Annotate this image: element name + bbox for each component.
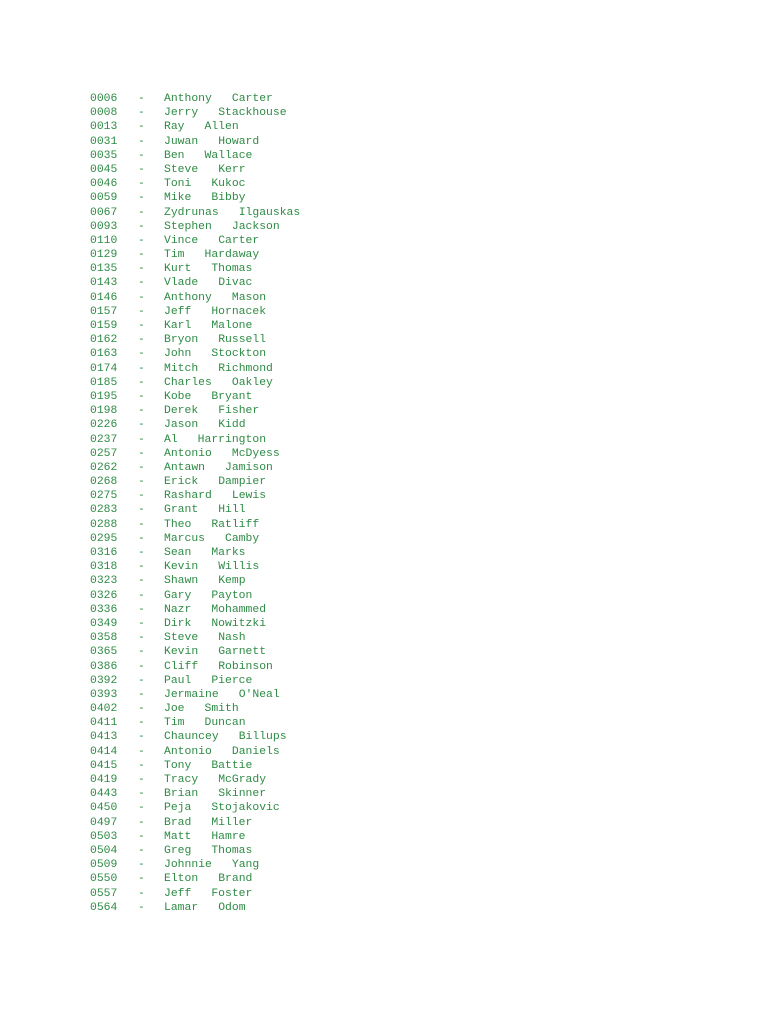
entry-separator: - bbox=[138, 178, 145, 191]
entry-first-name: Steve bbox=[164, 632, 199, 645]
list-item bbox=[90, 120, 300, 134]
entry-last-name: Kemp bbox=[218, 575, 246, 588]
entry-separator: - bbox=[138, 646, 145, 659]
entry-first-name: John bbox=[164, 348, 192, 361]
entry-last-name: Fisher bbox=[218, 405, 260, 418]
entry-first-name: Vince bbox=[164, 234, 199, 247]
entry-last-name: Nowitzki bbox=[211, 617, 267, 630]
entry-separator: - bbox=[138, 660, 145, 673]
entry-first-name: Shawn bbox=[164, 575, 199, 588]
entry-id: 0035 bbox=[90, 149, 118, 162]
entry-id: 0393 bbox=[90, 688, 118, 701]
entry-last-name: Billups bbox=[238, 731, 287, 744]
list-item bbox=[90, 319, 300, 333]
list-item bbox=[90, 503, 300, 517]
entry-id: 0135 bbox=[90, 263, 118, 276]
entry-last-name: Foster bbox=[211, 887, 253, 900]
list-item bbox=[90, 745, 300, 759]
entry-first-name: Sean bbox=[164, 547, 192, 559]
entry-first-name: Paul bbox=[164, 674, 192, 687]
entry-id: 0237 bbox=[90, 433, 118, 446]
entry-first-name: Juwan bbox=[164, 135, 199, 148]
list-item bbox=[90, 475, 300, 489]
entry-id: 0031 bbox=[90, 135, 118, 148]
list-item bbox=[90, 276, 300, 290]
entry-last-name: Lewis bbox=[231, 490, 267, 503]
entry-id: 0093 bbox=[90, 220, 118, 233]
entry-last-name: Hamre bbox=[211, 830, 246, 843]
entry-first-name: Ben bbox=[164, 149, 185, 162]
entry-separator: - bbox=[138, 688, 145, 701]
entry-first-name: Jason bbox=[164, 419, 199, 432]
entry-first-name: Nazr bbox=[164, 603, 192, 616]
entry-first-name: Tim bbox=[164, 717, 185, 730]
entry-first-name: Bryon bbox=[164, 334, 199, 347]
entry-last-name: Nash bbox=[218, 632, 246, 645]
entry-separator: - bbox=[138, 121, 145, 134]
list-item bbox=[90, 305, 300, 319]
entry-id: 0450 bbox=[90, 802, 118, 815]
entry-id: 0198 bbox=[90, 405, 118, 418]
entry-id: 0504 bbox=[90, 844, 118, 857]
entry-separator: - bbox=[138, 873, 145, 886]
entry-separator: - bbox=[138, 405, 145, 418]
entry-separator: - bbox=[138, 575, 145, 588]
entry-first-name: Matt bbox=[164, 830, 192, 843]
entry-separator: - bbox=[138, 830, 145, 843]
entry-last-name: Battie bbox=[211, 759, 253, 772]
entry-last-name: Stojakovic bbox=[211, 802, 280, 815]
entry-last-name: Daniels bbox=[231, 745, 280, 758]
list-item bbox=[90, 376, 300, 390]
list-item bbox=[90, 248, 300, 262]
entry-separator: - bbox=[138, 745, 145, 758]
entry-separator: - bbox=[138, 490, 145, 503]
entry-separator: - bbox=[138, 263, 145, 276]
list-item bbox=[90, 773, 300, 787]
entry-id: 0110 bbox=[90, 234, 118, 247]
entry-separator: - bbox=[138, 887, 145, 900]
list-item bbox=[90, 149, 300, 163]
entry-first-name: Brian bbox=[164, 788, 199, 801]
entry-id: 0162 bbox=[90, 334, 118, 347]
entry-separator: - bbox=[138, 305, 145, 318]
entry-separator: - bbox=[138, 362, 145, 375]
player-list bbox=[90, 92, 300, 915]
entry-first-name: Jeff bbox=[164, 887, 192, 900]
entry-separator: - bbox=[138, 220, 145, 233]
entry-id: 0174 bbox=[90, 362, 118, 375]
entry-last-name: Skinner bbox=[218, 788, 267, 801]
entry-first-name: Jeff bbox=[164, 305, 192, 318]
entry-first-name: Anthony bbox=[164, 291, 212, 304]
entry-first-name: Gary bbox=[164, 589, 192, 602]
entry-last-name: Allen bbox=[204, 121, 239, 134]
entry-first-name: Tony bbox=[164, 759, 192, 772]
entry-id: 0008 bbox=[90, 107, 118, 120]
list-item bbox=[90, 617, 300, 631]
list-item bbox=[90, 830, 300, 844]
list-item bbox=[90, 716, 300, 730]
entry-id: 0358 bbox=[90, 632, 118, 645]
entry-first-name: Chauncey bbox=[164, 731, 219, 744]
entry-id: 0262 bbox=[90, 461, 118, 474]
entry-first-name: Greg bbox=[164, 844, 192, 857]
list-item bbox=[90, 801, 300, 815]
entry-separator: - bbox=[138, 447, 145, 460]
entry-separator: - bbox=[138, 334, 145, 347]
list-item bbox=[90, 177, 300, 191]
entry-separator: - bbox=[138, 320, 145, 332]
entry-last-name: Yang bbox=[231, 859, 260, 872]
entry-separator: - bbox=[138, 802, 145, 815]
entry-first-name: Toni bbox=[164, 178, 192, 191]
entry-separator: - bbox=[138, 504, 145, 517]
entry-id: 0386 bbox=[90, 660, 118, 673]
list-item bbox=[90, 631, 300, 645]
entry-last-name: Smith bbox=[204, 703, 239, 716]
entry-last-name: Jackson bbox=[231, 220, 280, 233]
entry-id: 0295 bbox=[90, 532, 118, 545]
entry-last-name: Hill bbox=[218, 504, 246, 517]
entry-id: 0129 bbox=[90, 249, 118, 262]
entry-separator: - bbox=[138, 589, 145, 602]
list-item bbox=[90, 901, 300, 915]
entry-first-name: Mike bbox=[164, 192, 192, 205]
entry-first-name: Antawn bbox=[164, 461, 206, 474]
entry-last-name: Garnett bbox=[218, 646, 267, 659]
entry-id: 0411 bbox=[90, 717, 118, 730]
entry-last-name: Mason bbox=[231, 291, 267, 304]
entry-last-name: Dampier bbox=[218, 476, 267, 489]
list-item bbox=[90, 816, 300, 830]
entry-last-name: Ilgauskas bbox=[238, 206, 301, 219]
list-item bbox=[90, 92, 300, 106]
entry-separator: - bbox=[138, 788, 145, 801]
entry-first-name: Elton bbox=[164, 873, 199, 886]
list-item bbox=[90, 433, 300, 447]
entry-last-name: Oakley bbox=[231, 376, 273, 389]
entry-id: 0349 bbox=[90, 617, 118, 630]
entry-separator: - bbox=[138, 859, 145, 872]
entry-separator: - bbox=[138, 731, 145, 744]
entry-id: 0336 bbox=[90, 603, 118, 616]
entry-last-name: Hornacek bbox=[211, 305, 267, 318]
entry-separator: - bbox=[138, 433, 145, 446]
entry-id: 0146 bbox=[90, 291, 118, 304]
entry-first-name: Steve bbox=[164, 163, 199, 176]
entry-last-name: Howard bbox=[218, 135, 260, 148]
entry-last-name: Richmond bbox=[218, 362, 273, 375]
entry-id: 0013 bbox=[90, 121, 118, 134]
entry-separator: - bbox=[138, 107, 145, 120]
entry-last-name: Stackhouse bbox=[218, 107, 287, 120]
entry-last-name: Kidd bbox=[218, 419, 246, 432]
list-item bbox=[90, 603, 300, 617]
entry-last-name: Ratliff bbox=[211, 518, 260, 531]
entry-first-name: Johnnie bbox=[164, 859, 212, 872]
entry-id: 0045 bbox=[90, 163, 118, 176]
entry-last-name: Pierce bbox=[211, 674, 253, 687]
entry-first-name: Kurt bbox=[164, 263, 192, 276]
entry-last-name: Mohammed bbox=[211, 603, 267, 616]
entry-separator: - bbox=[138, 759, 145, 772]
entry-id: 0185 bbox=[90, 376, 118, 389]
list-item bbox=[90, 759, 300, 773]
entry-id: 0392 bbox=[90, 674, 118, 687]
entry-id: 0163 bbox=[90, 348, 118, 361]
entry-first-name: Mitch bbox=[164, 362, 199, 375]
entry-last-name: Miller bbox=[211, 816, 253, 829]
entry-separator: - bbox=[138, 603, 145, 616]
entry-first-name: Cliff bbox=[164, 660, 199, 673]
entry-last-name: Marks bbox=[211, 547, 246, 559]
entry-last-name: Thomas bbox=[211, 844, 253, 857]
list-item bbox=[90, 844, 300, 858]
entry-id: 0288 bbox=[90, 518, 118, 531]
list-item bbox=[90, 390, 300, 404]
list-item bbox=[90, 560, 300, 574]
entry-last-name: Odom bbox=[218, 901, 246, 914]
entry-separator: - bbox=[138, 192, 145, 205]
entry-last-name: Robinson bbox=[218, 660, 273, 673]
entry-last-name: McGrady bbox=[218, 774, 267, 786]
list-item bbox=[90, 872, 300, 886]
entry-id: 0414 bbox=[90, 745, 118, 758]
entry-separator: - bbox=[138, 135, 145, 148]
list-item bbox=[90, 787, 300, 801]
entry-first-name: Theo bbox=[164, 518, 192, 531]
entry-separator: - bbox=[138, 703, 145, 716]
entry-id: 0318 bbox=[90, 561, 118, 574]
entry-last-name: Carter bbox=[218, 234, 260, 247]
entry-last-name: Camby bbox=[225, 532, 260, 545]
entry-last-name: Hardaway bbox=[204, 249, 260, 262]
entry-id: 0550 bbox=[90, 873, 118, 886]
entry-last-name: Bibby bbox=[211, 192, 246, 205]
entry-last-name: Harrington bbox=[197, 433, 267, 446]
entry-first-name: Lamar bbox=[164, 901, 199, 914]
list-item bbox=[90, 887, 300, 901]
entry-id: 0503 bbox=[90, 830, 118, 843]
entry-first-name: Dirk bbox=[164, 617, 192, 630]
list-item bbox=[90, 589, 300, 603]
entry-first-name: Kevin bbox=[164, 561, 199, 574]
entry-first-name: Derek bbox=[164, 405, 199, 418]
entry-first-name: Ray bbox=[164, 121, 185, 134]
entry-first-name: Brad bbox=[164, 816, 192, 829]
entry-id: 0046 bbox=[90, 178, 118, 191]
entry-last-name: Stockton bbox=[211, 348, 267, 361]
entry-first-name: Anthony bbox=[164, 93, 212, 105]
entry-separator: - bbox=[138, 901, 145, 914]
entry-first-name: Tracy bbox=[164, 774, 199, 786]
entry-last-name: Duncan bbox=[204, 717, 246, 730]
entry-first-name: Jermaine bbox=[164, 688, 219, 701]
list-item bbox=[90, 135, 300, 149]
entry-id: 0557 bbox=[90, 887, 118, 900]
entry-id: 0195 bbox=[90, 390, 118, 403]
entry-id: 0365 bbox=[90, 646, 118, 659]
entry-separator: - bbox=[138, 617, 145, 630]
list-item bbox=[90, 688, 300, 702]
entry-last-name: Jamison bbox=[225, 461, 273, 474]
entry-last-name: O'Neal bbox=[238, 688, 280, 701]
entry-id: 0157 bbox=[90, 305, 118, 318]
list-item bbox=[90, 702, 300, 716]
entry-id: 0509 bbox=[90, 859, 118, 872]
entry-id: 0159 bbox=[90, 320, 118, 332]
list-item bbox=[90, 163, 300, 177]
entry-first-name: Erick bbox=[164, 476, 199, 489]
entry-last-name: Brand bbox=[218, 873, 253, 886]
entry-id: 0564 bbox=[90, 901, 118, 914]
entry-last-name: Willis bbox=[218, 561, 260, 574]
entry-id: 0275 bbox=[90, 490, 118, 503]
entry-separator: - bbox=[138, 476, 145, 489]
entry-separator: - bbox=[138, 717, 145, 730]
list-item bbox=[90, 362, 300, 376]
list-item bbox=[90, 220, 300, 234]
entry-separator: - bbox=[138, 532, 145, 545]
entry-last-name: Thomas bbox=[211, 263, 253, 276]
list-item bbox=[90, 106, 300, 120]
list-item bbox=[90, 291, 300, 305]
list-item bbox=[90, 730, 300, 744]
entry-separator: - bbox=[138, 348, 145, 361]
entry-first-name: Kevin bbox=[164, 646, 199, 659]
entry-first-name: Antonio bbox=[164, 447, 212, 460]
entry-separator: - bbox=[138, 674, 145, 687]
entry-first-name: Grant bbox=[164, 504, 199, 517]
entry-first-name: Joe bbox=[164, 703, 185, 716]
list-item bbox=[90, 404, 300, 418]
entry-separator: - bbox=[138, 844, 145, 857]
entry-id: 0268 bbox=[90, 476, 118, 489]
entry-first-name: Charles bbox=[164, 376, 212, 389]
list-item bbox=[90, 191, 300, 205]
entry-first-name: Kobe bbox=[164, 390, 192, 403]
entry-separator: - bbox=[138, 561, 145, 574]
list-item bbox=[90, 489, 300, 503]
entry-separator: - bbox=[138, 149, 145, 162]
entry-last-name: Wallace bbox=[204, 149, 253, 162]
entry-separator: - bbox=[138, 390, 145, 403]
list-item bbox=[90, 674, 300, 688]
entry-first-name: Jerry bbox=[164, 107, 199, 120]
entry-id: 0443 bbox=[90, 788, 118, 801]
entry-id: 0226 bbox=[90, 419, 118, 432]
entry-id: 0497 bbox=[90, 816, 118, 829]
entry-first-name: Antonio bbox=[164, 745, 212, 758]
entry-id: 0413 bbox=[90, 731, 118, 744]
entry-last-name: Carter bbox=[231, 93, 273, 105]
entry-last-name: Payton bbox=[211, 589, 253, 602]
entry-separator: - bbox=[138, 461, 145, 474]
list-item bbox=[90, 347, 300, 361]
entry-id: 0006 bbox=[90, 93, 118, 105]
entry-id: 0415 bbox=[90, 759, 118, 772]
entry-id: 0323 bbox=[90, 575, 118, 588]
entry-id: 0257 bbox=[90, 447, 118, 460]
entry-separator: - bbox=[138, 234, 145, 247]
entry-separator: - bbox=[138, 249, 145, 262]
list-item bbox=[90, 574, 300, 588]
list-item bbox=[90, 532, 300, 546]
list-item bbox=[90, 660, 300, 674]
entry-id: 0283 bbox=[90, 504, 118, 517]
entry-last-name: Divac bbox=[218, 277, 253, 290]
entry-last-name: Kerr bbox=[218, 163, 246, 176]
entry-separator: - bbox=[138, 632, 145, 645]
entry-last-name: Russell bbox=[218, 334, 267, 347]
entry-id: 0143 bbox=[90, 277, 118, 290]
list-item bbox=[90, 234, 300, 248]
entry-separator: - bbox=[138, 518, 145, 531]
entry-separator: - bbox=[138, 816, 145, 829]
entry-separator: - bbox=[138, 277, 145, 290]
entry-first-name: Marcus bbox=[164, 532, 206, 545]
entry-first-name: Rashard bbox=[164, 490, 212, 503]
entry-separator: - bbox=[138, 419, 145, 432]
entry-first-name: Zydrunas bbox=[164, 206, 219, 219]
entry-first-name: Tim bbox=[164, 249, 185, 262]
entry-id: 0067 bbox=[90, 206, 118, 219]
list-item bbox=[90, 645, 300, 659]
entry-separator: - bbox=[138, 163, 145, 176]
entry-last-name: Bryant bbox=[211, 390, 253, 403]
entry-first-name: Karl bbox=[164, 320, 192, 332]
list-item bbox=[90, 518, 300, 532]
list-item bbox=[90, 418, 300, 432]
entry-last-name: Kukoc bbox=[211, 178, 246, 191]
entry-separator: - bbox=[138, 547, 145, 559]
entry-separator: - bbox=[138, 206, 145, 219]
list-item bbox=[90, 333, 300, 347]
entry-first-name: Al bbox=[164, 433, 178, 446]
entry-separator: - bbox=[138, 774, 145, 786]
list-item bbox=[90, 461, 300, 475]
entry-first-name: Peja bbox=[164, 802, 192, 815]
entry-id: 0419 bbox=[90, 774, 118, 786]
entry-separator: - bbox=[138, 93, 145, 105]
list-item bbox=[90, 447, 300, 461]
entry-id: 0316 bbox=[90, 547, 118, 559]
list-item bbox=[90, 262, 300, 276]
entry-separator: - bbox=[138, 376, 145, 389]
list-item bbox=[90, 546, 300, 560]
entry-id: 0059 bbox=[90, 192, 118, 205]
entry-last-name: McDyess bbox=[231, 447, 280, 460]
list-item bbox=[90, 206, 300, 220]
entry-id: 0402 bbox=[90, 703, 118, 716]
entry-separator: - bbox=[138, 291, 145, 304]
entry-id: 0326 bbox=[90, 589, 118, 602]
entry-first-name: Stephen bbox=[164, 220, 212, 233]
list-item bbox=[90, 858, 300, 872]
entry-last-name: Malone bbox=[211, 320, 253, 332]
entry-first-name: Vlade bbox=[164, 277, 199, 290]
